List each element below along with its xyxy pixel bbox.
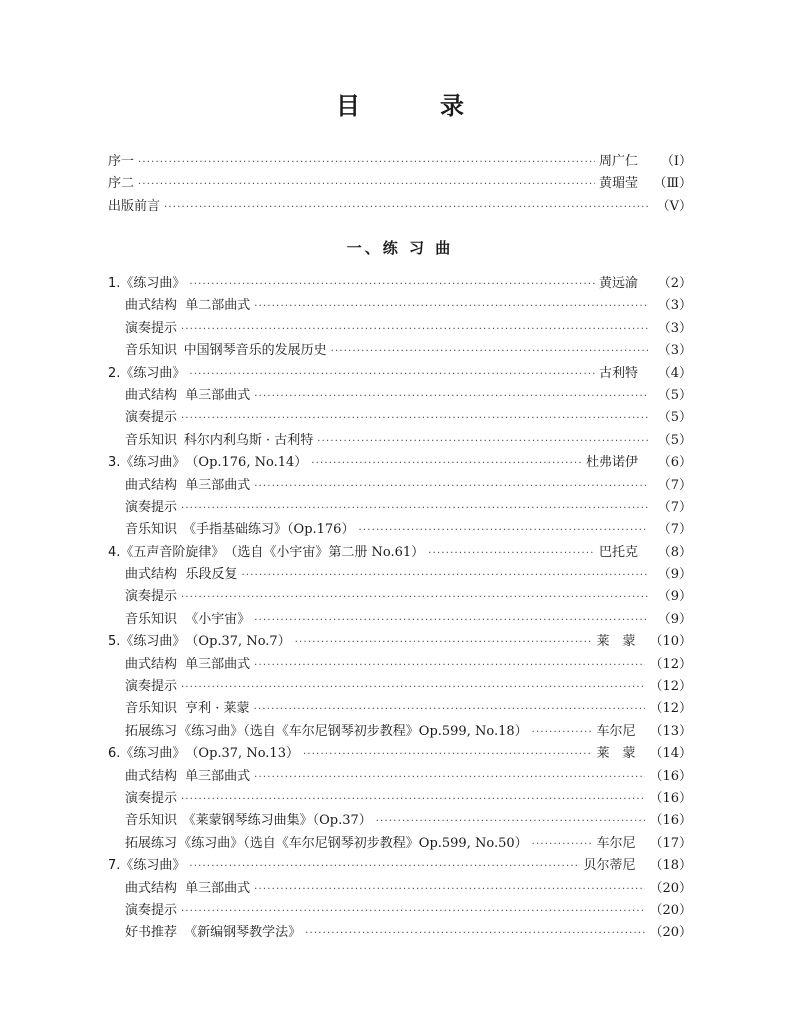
toc-detail: 科尔内利乌斯 · 古利特 (183, 432, 314, 448)
toc-page-number: （5） (657, 410, 692, 426)
dot-leader (181, 498, 648, 520)
toc-page-number: （18） (649, 858, 692, 874)
toc-page-number: （Ⅲ） (653, 176, 692, 192)
toc-author: 莱 蒙 (596, 746, 636, 762)
toc-subentry[interactable] (108, 407, 692, 429)
toc-page-number: （12） (649, 701, 692, 717)
toc-author: 周广仁 (598, 154, 638, 169)
toc-page-number: （17） (649, 835, 692, 851)
dot-leader (164, 197, 648, 219)
toc-detail: （Op.37, No.13） (185, 746, 299, 762)
toc-label: 演奏提示 (125, 320, 178, 336)
toc-page-number: （14） (649, 746, 692, 762)
toc-page-number: （3） (657, 298, 692, 314)
toc-label: 序一 (108, 154, 135, 169)
dot-leader (181, 587, 648, 609)
toc-subentry[interactable] (108, 295, 692, 317)
toc-label: 1.《练习曲》 (108, 276, 186, 291)
toc-label: 音乐知识 (125, 343, 178, 359)
toc-subentry[interactable] (108, 698, 692, 720)
toc-detail: （Op.37, No.7） (185, 634, 291, 650)
toc-page-number: （16） (649, 768, 692, 784)
toc-label: 6.《练习曲》 (108, 746, 186, 762)
toc-page-number: （Ⅰ） (660, 154, 692, 169)
toc-subentry[interactable] (108, 788, 692, 810)
dot-leader (138, 174, 595, 196)
dot-leader (303, 744, 592, 766)
toc-label: 3.《练习曲》 (108, 455, 186, 471)
toc-page-number: （3） (657, 343, 692, 359)
toc-label: 曲式结构 (125, 880, 178, 896)
dot-leader (295, 632, 593, 654)
page-title: 目 录 (336, 92, 492, 120)
toc-page-number: （7） (657, 477, 692, 493)
toc-detail: 《莱蒙钢琴练习曲集》（Op.37） (182, 813, 372, 829)
dot-leader (181, 789, 645, 811)
toc-entry[interactable] (108, 452, 692, 474)
toc-label: 拓展练习 (125, 835, 178, 851)
toc-page-number: （9） (657, 589, 692, 605)
toc-label: 音乐知识 (125, 611, 178, 627)
toc-page-number: （8） (657, 544, 692, 560)
toc-page-number: （12） (649, 656, 692, 672)
dot-leader (241, 565, 648, 587)
toc-label: 演奏提示 (125, 790, 178, 806)
toc-author: 黄瑂莹 (598, 176, 638, 192)
toc-page-number: （2） (657, 276, 692, 291)
toc-page-number: （10） (649, 634, 692, 650)
dot-leader (428, 543, 595, 565)
toc-detail: 《手指基础练习》（Op.176） (183, 522, 355, 538)
toc-detail: 《新编钢琴教学法》 (184, 925, 302, 941)
dot-leader (138, 152, 595, 174)
toc-label: 音乐知识 (125, 432, 178, 448)
toc-page-number: （16） (649, 813, 692, 829)
toc-subentry[interactable] (108, 922, 692, 944)
dot-leader (311, 453, 582, 475)
dot-leader (376, 811, 646, 833)
toc-label: 曲式结构 (125, 656, 178, 672)
toc-label: 曲式结构 (125, 567, 178, 583)
toc-detail: 单三部曲式 (185, 387, 251, 403)
toc-subentry[interactable] (108, 497, 692, 519)
dot-leader (189, 856, 579, 878)
toc-label: 序二 (108, 176, 135, 192)
toc-detail: 亨利 · 莱蒙 (185, 701, 250, 717)
toc-page-number: （13） (649, 723, 692, 739)
dot-leader (254, 699, 646, 721)
dot-leader (254, 879, 645, 901)
toc-subentry[interactable] (108, 430, 692, 452)
toc-label: 演奏提示 (125, 589, 178, 605)
toc-detail: 单三部曲式 (185, 656, 251, 672)
toc-page-number: （4） (657, 365, 692, 381)
toc-subentry[interactable] (108, 676, 692, 698)
toc-label: 音乐知识 (125, 701, 178, 717)
toc-label: 曲式结构 (125, 298, 178, 314)
toc-entry[interactable] (108, 631, 692, 653)
toc-author: 车尔尼 (596, 835, 636, 851)
toc-page-number: （20） (649, 902, 692, 918)
dot-leader (181, 677, 645, 699)
toc-entry[interactable] (108, 151, 692, 173)
toc-page-number: （20） (649, 880, 692, 896)
toc-subentry[interactable] (108, 340, 692, 362)
dot-leader (254, 296, 648, 318)
toc-entry[interactable] (108, 273, 692, 295)
toc-detail: 单三部曲式 (185, 477, 251, 493)
dot-leader (532, 834, 593, 856)
toc-author: 莱 蒙 (596, 634, 636, 650)
toc-author: 贝尔蒂尼 (583, 858, 636, 874)
toc-label: 出版前言 (108, 198, 161, 214)
toc-label: 拓展练习 (125, 723, 178, 739)
toc-subentry[interactable] (108, 810, 692, 832)
toc-entry[interactable] (108, 196, 692, 218)
toc-list (108, 273, 692, 945)
toc-subentry[interactable] (108, 519, 692, 541)
toc-label: 音乐知识 (125, 813, 178, 829)
toc-detail: 《练习曲》（选自《车尔尼钢琴初步教程》Op.599, No.50） (178, 835, 528, 851)
toc-entry[interactable] (108, 173, 692, 195)
toc-subentry[interactable] (108, 475, 692, 497)
dot-leader (331, 341, 648, 363)
dot-leader (189, 364, 595, 386)
toc-subentry[interactable] (108, 586, 692, 608)
toc-author: 古利特 (598, 365, 638, 381)
toc-page-number: （5） (657, 387, 692, 403)
toc-page-number: （7） (657, 499, 692, 515)
toc-entry[interactable] (108, 542, 692, 564)
toc-label: 曲式结构 (125, 768, 178, 784)
dot-leader (532, 722, 593, 744)
section-heading: 一、练 习 曲 (346, 239, 454, 257)
toc-detail: 单二部曲式 (185, 298, 251, 314)
toc-detail: （选自《小宇宙》第二册 No.61） (224, 544, 425, 560)
dot-leader (254, 386, 648, 408)
dot-leader (181, 319, 648, 341)
toc-subentry[interactable] (108, 766, 692, 788)
toc-label: 4.《五声音阶旋律》 (108, 544, 225, 560)
dot-leader (181, 408, 648, 430)
toc-detail: 中国钢琴音乐的发展历史 (183, 343, 327, 359)
toc-subentry[interactable] (108, 900, 692, 922)
dot-leader (254, 655, 645, 677)
toc-subentry[interactable] (108, 609, 692, 631)
toc-page-number: （20） (649, 925, 692, 941)
toc-subentry[interactable] (108, 654, 692, 676)
dot-leader (317, 431, 648, 453)
toc-label: 演奏提示 (125, 499, 178, 515)
toc-label: 5.《练习曲》 (108, 634, 186, 650)
toc-detail: 《小宇宙》 (185, 611, 251, 627)
toc-page-number: （7） (657, 522, 692, 538)
toc-author: 杜弗诺伊 (585, 455, 638, 471)
dot-leader (189, 274, 595, 296)
toc-label: 演奏提示 (125, 410, 178, 426)
toc-page-number: （9） (657, 567, 692, 583)
toc-subentry[interactable] (108, 833, 692, 855)
dot-leader (254, 767, 645, 789)
toc-detail: 单三部曲式 (185, 768, 251, 784)
toc-label: 演奏提示 (125, 902, 178, 918)
toc-detail: 乐段反复 (185, 567, 238, 583)
toc-label: 演奏提示 (125, 679, 178, 695)
dot-leader (254, 610, 648, 632)
toc-author: 巴托克 (598, 544, 638, 560)
front-matter-list (108, 151, 692, 218)
toc-page-number: （5） (657, 432, 692, 448)
toc-detail: 单三部曲式 (185, 880, 251, 896)
toc-label: 7.《练习曲》 (108, 858, 186, 874)
toc-entry[interactable] (108, 855, 692, 877)
dot-leader (358, 520, 648, 542)
toc-author: 车尔尼 (596, 723, 636, 739)
toc-author: 黄远渝 (598, 276, 638, 291)
toc-subentry[interactable] (108, 318, 692, 340)
toc-entry[interactable] (108, 363, 692, 385)
toc-label: 曲式结构 (125, 477, 178, 493)
toc-page-number: （3） (657, 320, 692, 336)
toc-subentry[interactable] (108, 564, 692, 586)
toc-label: 好书推荐 (125, 925, 178, 941)
dot-leader (181, 901, 645, 923)
toc-page-number: （9） (657, 611, 692, 627)
toc-detail: 《练习曲》（选自《车尔尼钢琴初步教程》Op.599, No.18） (178, 723, 528, 739)
toc-page-number: （6） (657, 455, 692, 471)
toc-page-number: （16） (649, 790, 692, 806)
toc-entry[interactable] (108, 743, 692, 765)
toc-label: 2.《练习曲》 (108, 365, 186, 381)
dot-leader (305, 923, 645, 945)
toc-detail: （Op.176, No.14） (185, 455, 308, 471)
toc-label: 曲式结构 (125, 387, 178, 403)
toc-page-number: （12） (649, 679, 692, 695)
toc-page-number: （Ⅴ） (656, 198, 692, 214)
toc-subentry[interactable] (108, 385, 692, 407)
toc-subentry[interactable] (108, 878, 692, 900)
toc-subentry[interactable] (108, 721, 692, 743)
dot-leader (254, 476, 648, 498)
toc-label: 音乐知识 (125, 522, 178, 538)
